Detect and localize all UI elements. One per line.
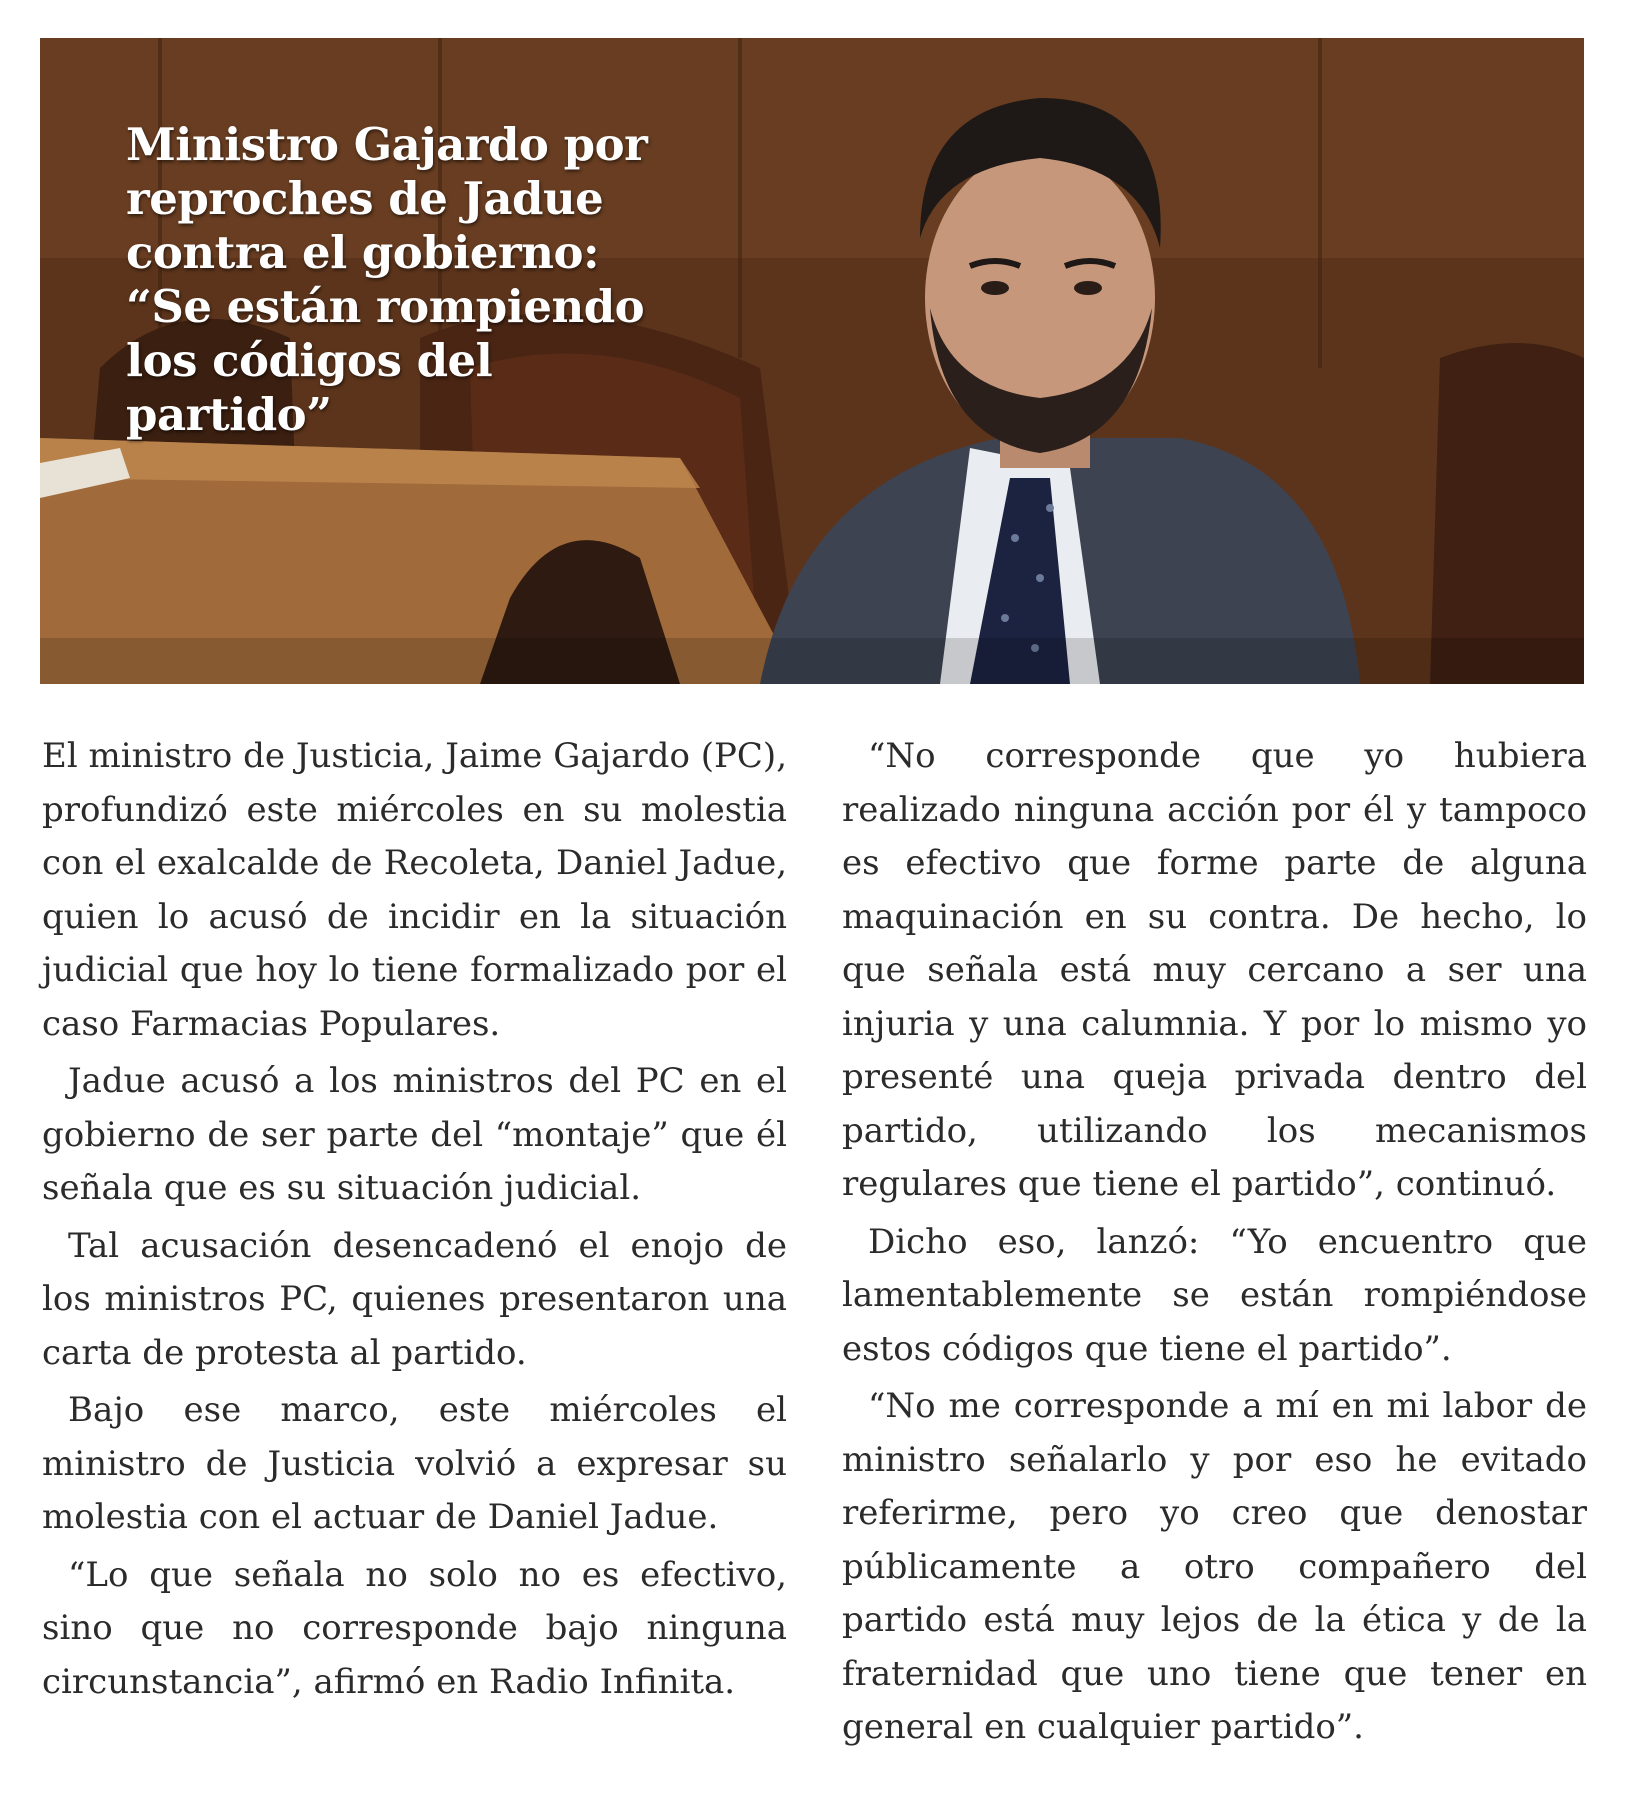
- article-body: [42, 730, 1587, 1770]
- article-headline: Ministro Gajardo por reproches de Jadue contra el gobierno: “Se están rompiendo los códigos del partido”: [126, 118, 648, 441]
- paragraph: “No me corresponde a mí en mi labor de ministro señalarlo y por eso he evitado referirme, pero yo creo que denostar públicamente a otro compañero del partido está muy lejos de la ética y de la fraternidad que uno tiene que tener en general en cualquier partido”.: [842, 1386, 1587, 1747]
- paragraph: Dicho eso, lanzó: “Yo encuentro que lamentablemente se están rompiéndose estos códigos que tiene el partido”.: [842, 1221, 1587, 1369]
- chair-right: [1430, 343, 1584, 684]
- paragraph: “Lo que señala no solo no es efectivo, sino que no corresponde bajo ninguna circunstancia”, afirmó en Radio Infinita.: [42, 1554, 787, 1702]
- paragraph: Tal acusación desencadenó el enojo de los ministros PC, quienes presentaron una carta de protesta al partido.: [42, 1225, 787, 1373]
- paragraph: Bajo ese marco, este miércoles el ministro de Justicia volvió a expresar su molestia con el actuar de Daniel Jadue.: [42, 1390, 787, 1537]
- article-photo: [40, 38, 1584, 684]
- paragraph: “No corresponde que yo hubiera realizado ninguna acción por él y tampoco es efectivo que forme parte de alguna maquinación en su contra. De hecho, lo que señala está muy cercano a ser una injuria y una calumnia. Y por lo mismo yo presenté una queja privada dentro del partido, utilizando los mecanismos regulares que tiene el partido”, continuó.: [842, 736, 1587, 1204]
- left-column: [42, 730, 787, 1713]
- paragraph: El ministro de Justicia, Jaime Gajardo (PC), profundizó este miércoles en su molestia con el exalcalde de Recoleta, Daniel Jadue, quien lo acusó de incidir en la situación judicial que hoy lo tiene formalizado por el caso Farmacias Populares.: [42, 736, 787, 1044]
- paragraph: Jadue acusó a los ministros del PC en el gobierno de ser parte del “montaje” que él señala que es su situación judicial.: [42, 1061, 787, 1208]
- right-column: [842, 730, 1587, 1759]
